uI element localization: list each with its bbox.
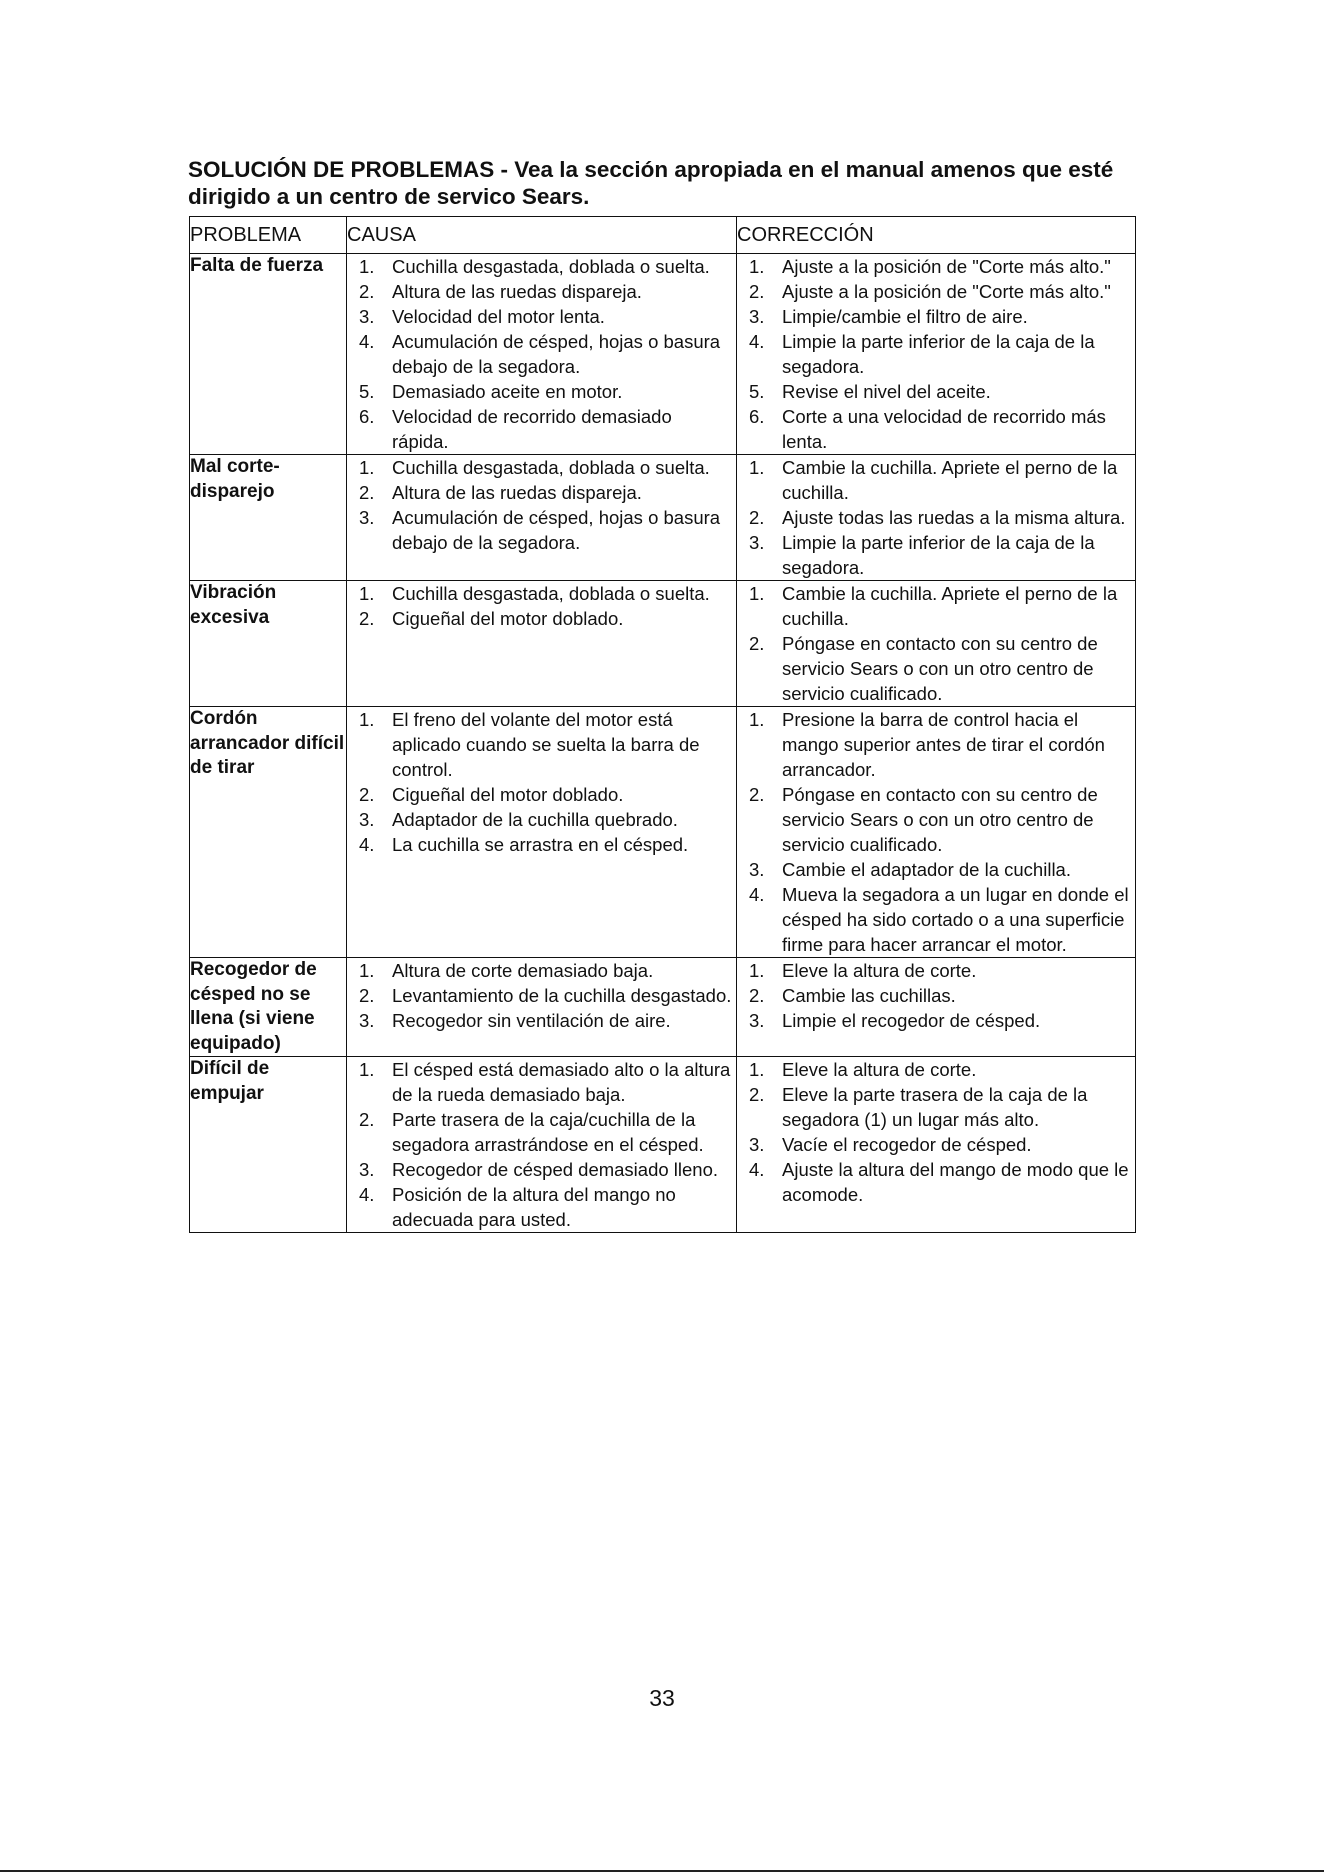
correction-list — [737, 581, 1135, 706]
item-text: Cigueñal del motor doblado. — [392, 784, 624, 805]
correction-item — [737, 581, 1135, 631]
cause-item — [347, 983, 736, 1008]
item-number: 6. — [359, 406, 375, 427]
correction-list — [737, 1057, 1135, 1207]
item-number: 2. — [749, 985, 765, 1006]
item-text: Limpie/cambie el filtro de aire. — [782, 306, 1028, 327]
item-number: 4. — [359, 1184, 375, 1205]
item-number: 1. — [749, 457, 765, 478]
problem-cell: Recogedor de césped no se llena (si viene equipado) — [190, 958, 347, 1057]
item-number: 3. — [749, 1134, 765, 1155]
item-number: 2. — [749, 281, 765, 302]
table-row — [190, 581, 1136, 707]
item-number: 3. — [359, 507, 375, 528]
cause-list — [347, 254, 736, 454]
correction-list — [737, 254, 1135, 454]
item-text: Revise el nivel del aceite. — [782, 381, 991, 402]
cause-item — [347, 1057, 736, 1107]
cause-item — [347, 581, 736, 606]
correction-item — [737, 631, 1135, 706]
correction-item — [737, 254, 1135, 279]
cause-cell — [347, 254, 737, 455]
item-text: Velocidad del motor lenta. — [392, 306, 605, 327]
item-number: 3. — [749, 859, 765, 880]
table-body — [190, 254, 1136, 1233]
item-text: Mueva la segadora a un lugar en donde el césped ha sido cortado o a una superficie firme para hacer arrancar el motor. — [782, 884, 1129, 955]
problem-cell: Vibración excesiva — [190, 581, 347, 707]
correction-cell — [737, 1057, 1136, 1233]
item-text: Ajuste la altura del mango de modo que le acomode. — [782, 1159, 1129, 1205]
item-text: Cambie la cuchilla. Apriete el perno de la cuchilla. — [782, 457, 1118, 503]
item-text: Póngase en contacto con su centro de servicio Sears o con un otro centro de servicio cualificado. — [782, 784, 1098, 855]
problem-cell: Falta de fuerza — [190, 254, 347, 455]
item-text: Cambie las cuchillas. — [782, 985, 956, 1006]
cause-list — [347, 707, 736, 857]
item-text: Cambie el adaptador de la cuchilla. — [782, 859, 1071, 880]
correction-item — [737, 1082, 1135, 1132]
item-number: 2. — [749, 507, 765, 528]
item-number: 1. — [359, 1059, 375, 1080]
correction-item — [737, 882, 1135, 957]
item-number: 1. — [359, 256, 375, 277]
correction-item — [737, 505, 1135, 530]
correction-item — [737, 304, 1135, 329]
item-number: 2. — [359, 482, 375, 503]
correction-item — [737, 404, 1135, 454]
item-text: Recogedor sin ventilación de aire. — [392, 1010, 671, 1031]
cause-item — [347, 329, 736, 379]
item-text: Vacíe el recogedor de césped. — [782, 1134, 1032, 1155]
item-number: 3. — [749, 1010, 765, 1031]
cause-list — [347, 1057, 736, 1232]
item-number: 3. — [359, 809, 375, 830]
item-text: El césped está demasiado alto o la altura de la rueda demasiado baja. — [392, 1059, 731, 1105]
item-number: 1. — [359, 583, 375, 604]
item-number: 1. — [359, 457, 375, 478]
item-text: Cuchilla desgastada, doblada o suelta. — [392, 256, 710, 277]
item-text: Limpie la parte inferior de la caja de la segadora. — [782, 532, 1095, 578]
cause-item — [347, 480, 736, 505]
cause-item — [347, 254, 736, 279]
correction-item — [737, 1008, 1135, 1033]
cause-list — [347, 455, 736, 555]
correction-cell — [737, 455, 1136, 581]
item-text: Eleve la altura de corte. — [782, 960, 977, 981]
cause-cell — [347, 1057, 737, 1233]
item-number: 4. — [359, 834, 375, 855]
table-row — [190, 1057, 1136, 1233]
item-number: 2. — [749, 784, 765, 805]
item-number: 2. — [359, 281, 375, 302]
cause-item — [347, 958, 736, 983]
cause-list — [347, 958, 736, 1033]
item-text: El freno del volante del motor está aplicado cuando se suelta la barra de control. — [392, 709, 700, 780]
cause-cell — [347, 455, 737, 581]
troubleshooting-table — [189, 216, 1136, 1233]
item-text: Eleve la parte trasera de la caja de la segadora (1) un lugar más alto. — [782, 1084, 1088, 1130]
cause-item — [347, 404, 736, 454]
item-text: Corte a una velocidad de recorrido más lenta. — [782, 406, 1106, 452]
cause-item — [347, 505, 736, 555]
cause-cell — [347, 958, 737, 1057]
item-text: Ajuste todas las ruedas a la misma altura. — [782, 507, 1126, 528]
correction-item — [737, 455, 1135, 505]
item-text: Póngase en contacto con su centro de servicio Sears o con un otro centro de servicio cualificado. — [782, 633, 1098, 704]
cause-item — [347, 782, 736, 807]
correction-item — [737, 958, 1135, 983]
page-number: 33 — [649, 1685, 675, 1711]
cause-item — [347, 832, 736, 857]
item-number: 3. — [359, 1159, 375, 1180]
cause-item — [347, 606, 736, 631]
correction-item — [737, 1057, 1135, 1082]
correction-item — [737, 782, 1135, 857]
item-text: Presione la barra de control hacia el mango superior antes de tirar el cordón arrancador. — [782, 709, 1105, 780]
item-text: Acumulación de césped, hojas o basura debajo de la segadora. — [392, 507, 721, 553]
item-number: 1. — [359, 709, 375, 730]
cause-item — [347, 807, 736, 832]
item-number: 1. — [749, 960, 765, 981]
correction-list — [737, 455, 1135, 580]
item-text: Demasiado aceite en motor. — [392, 381, 623, 402]
item-number: 1. — [749, 1059, 765, 1080]
item-number: 2. — [359, 784, 375, 805]
cause-item — [347, 1157, 736, 1182]
correction-item — [737, 857, 1135, 882]
correction-item — [737, 379, 1135, 404]
header-problema: PROBLEMA — [190, 217, 347, 254]
item-number: 2. — [359, 608, 375, 629]
item-number: 4. — [749, 331, 765, 352]
item-text: Recogedor de césped demasiado lleno. — [392, 1159, 719, 1180]
correction-list — [737, 707, 1135, 957]
item-text: Acumulación de césped, hojas o basura debajo de la segadora. — [392, 331, 721, 377]
item-text: Parte trasera de la caja/cuchilla de la segadora arrastrándose en el césped. — [392, 1109, 704, 1155]
item-number: 5. — [359, 381, 375, 402]
item-number: 1. — [749, 709, 765, 730]
item-number: 3. — [749, 532, 765, 553]
item-number: 2. — [749, 1084, 765, 1105]
problem-cell: Cordón arrancador difícil de tirar — [190, 707, 347, 958]
item-text: Ajuste a la posición de "Corte más alto." — [782, 256, 1111, 277]
item-number: 3. — [749, 306, 765, 327]
item-number: 4. — [749, 1159, 765, 1180]
correction-cell — [737, 958, 1136, 1057]
item-number: 4. — [359, 331, 375, 352]
cause-item — [347, 707, 736, 782]
cause-list — [347, 581, 736, 631]
problem-cell: Difícil de empujar — [190, 1057, 347, 1233]
table-header — [190, 217, 1136, 254]
item-text: Velocidad de recorrido demasiado rápida. — [392, 406, 672, 452]
item-text: Cuchilla desgastada, doblada o suelta. — [392, 583, 710, 604]
item-number: 2. — [749, 633, 765, 654]
page-heading: SOLUCIÓN DE PROBLEMAS - Vea la sección apropiada en el manual amenos que esté dirigido a un centro de servico Sears. — [188, 157, 1114, 209]
item-text: Altura de las ruedas dispareja. — [392, 482, 642, 503]
item-number: 1. — [749, 256, 765, 277]
correction-item — [737, 1132, 1135, 1157]
table-row — [190, 455, 1136, 581]
item-text: Altura de corte demasiado baja. — [392, 960, 654, 981]
item-text: Cuchilla desgastada, doblada o suelta. — [392, 457, 710, 478]
cause-item — [347, 455, 736, 480]
item-text: Posición de la altura del mango no adecuada para usted. — [392, 1184, 676, 1230]
item-number: 2. — [359, 1109, 375, 1130]
item-text: Adaptador de la cuchilla quebrado. — [392, 809, 678, 830]
table-row — [190, 254, 1136, 455]
correction-item — [737, 1157, 1135, 1207]
item-text: Limpie el recogedor de césped. — [782, 1010, 1041, 1031]
cause-item — [347, 1008, 736, 1033]
correction-item — [737, 279, 1135, 304]
item-text: Limpie la parte inferior de la caja de la segadora. — [782, 331, 1095, 377]
cause-cell — [347, 707, 737, 958]
item-number: 6. — [749, 406, 765, 427]
item-number: 5. — [749, 381, 765, 402]
cause-cell — [347, 581, 737, 707]
correction-list — [737, 958, 1135, 1033]
cause-item — [347, 279, 736, 304]
item-text: La cuchilla se arrastra en el césped. — [392, 834, 689, 855]
item-number: 4. — [749, 884, 765, 905]
item-text: Ajuste a la posición de "Corte más alto." — [782, 281, 1111, 302]
item-text: Altura de las ruedas dispareja. — [392, 281, 642, 302]
cause-item — [347, 1182, 736, 1232]
item-number: 1. — [359, 960, 375, 981]
correction-cell — [737, 254, 1136, 455]
header-causa: CAUSA — [347, 217, 737, 254]
cause-item — [347, 304, 736, 329]
item-text: Cambie la cuchilla. Apriete el perno de la cuchilla. — [782, 583, 1118, 629]
cause-item — [347, 379, 736, 404]
problem-cell: Mal corte-disparejo — [190, 455, 347, 581]
item-number: 3. — [359, 306, 375, 327]
item-number: 3. — [359, 1010, 375, 1031]
table-row — [190, 958, 1136, 1057]
table-row — [190, 707, 1136, 958]
item-number: 1. — [749, 583, 765, 604]
item-text: Levantamiento de la cuchilla desgastado. — [392, 985, 732, 1006]
correction-cell — [737, 707, 1136, 958]
cause-item — [347, 1107, 736, 1157]
item-text: Cigueñal del motor doblado. — [392, 608, 624, 629]
item-number: 2. — [359, 985, 375, 1006]
correction-item — [737, 530, 1135, 580]
correction-item — [737, 983, 1135, 1008]
correction-item — [737, 707, 1135, 782]
correction-item — [737, 329, 1135, 379]
item-text: Eleve la altura de corte. — [782, 1059, 977, 1080]
correction-cell — [737, 581, 1136, 707]
header-correccion: CORRECCIÓN — [737, 217, 1136, 254]
